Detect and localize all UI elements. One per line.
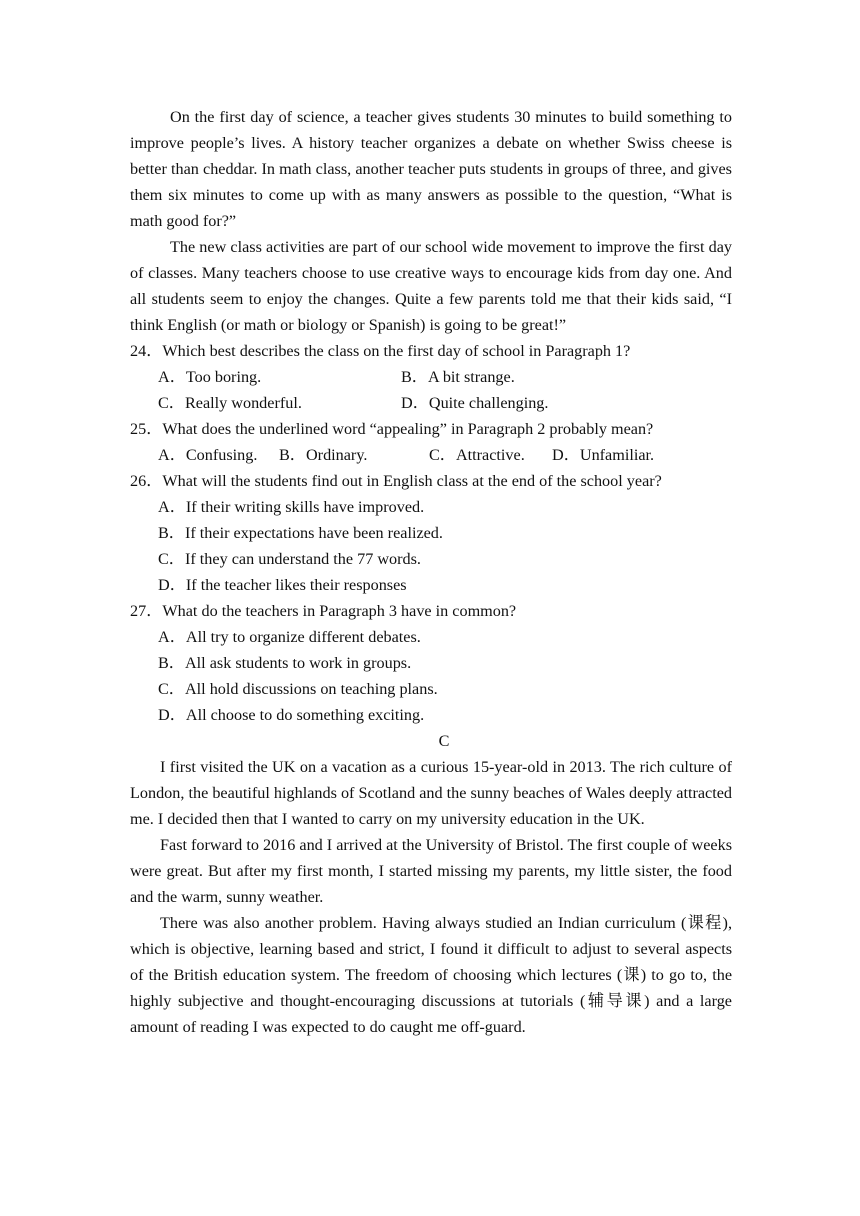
passage-c-paragraph-2: Fast forward to 2016 and I arrived at the University of Bristol. The first couple of weeks were great. But after my first month, I started missing my parents, my little sister, the food and the warm, sunny weather.: [130, 836, 732, 906]
question-26-option-b: B．If their expectations have been realized.: [158, 524, 443, 542]
passage-b-paragraph-2: The new class activities are part of our school wide movement to improve the first day of classes. Many teachers choose to use creative ways to encourage kids from day one. And all students seem to enjoy the changes. Quite a few parents told me that their kids said, “I think English (or math or biology or Spanish) is going to be great!”: [130, 238, 732, 334]
exam-page: [130, 104, 732, 1040]
passage-b-paragraph-1: On the first day of science, a teacher gives students 30 minutes to build something to improve people’s lives. A history teacher organizes a debate on whether Swiss cheese is better than cheddar. In math class, another teacher puts students in groups of three, and gives them six minutes to come up with as many answers as possible to the question, “What is math good for?”: [130, 108, 732, 230]
question-25-option-b: B．Ordinary.: [279, 446, 368, 464]
question-25-option-c: C．Attractive.: [429, 446, 525, 464]
question-26-stem: 26．What will the students find out in English class at the end of the school year?: [130, 472, 662, 490]
question-24-options-row-2: [130, 390, 732, 416]
question-25-option-d: D．Unfamiliar.: [552, 446, 655, 464]
question-26-option-a: A．If their writing skills have improved.: [158, 498, 425, 516]
question-25-option-a: A．Confusing.: [158, 446, 258, 464]
question-27-option-d: D．All choose to do something exciting.: [158, 706, 425, 724]
question-24-option-b: B．A bit strange.: [401, 368, 515, 386]
question-24-option-c: C．Really wonderful.: [158, 394, 302, 412]
question-27-option-a: A．All try to organize different debates.: [158, 628, 421, 646]
passage-c-heading: C: [438, 732, 450, 750]
question-24-options-row-1: [130, 364, 732, 390]
passage-c-paragraph-3: There was also another problem. Having always studied an Indian curriculum (课程), which is objective, learning based and strict, I found it difficult to adjust to several aspects of the British education system. The freedom of choosing which lectures (课) to go to, the highly subjective and thought-encouraging discussions at tutorials (辅导课) and a large amount of reading I was expected to do caught me off-guard.: [130, 914, 732, 1036]
question-27-option-c: C．All hold discussions on teaching plans.: [158, 680, 438, 698]
passage-c-paragraph-1: I first visited the UK on a vacation as a curious 15-year-old in 2013. The rich culture of London, the beautiful highlands of Scotland and the sunny beaches of Wales deeply attracted me. I decided then that I wanted to carry on my university education in the UK.: [130, 758, 732, 828]
question-24-option-a: A．Too boring.: [158, 368, 262, 386]
question-26-option-d: D．If the teacher likes their responses: [158, 576, 407, 594]
question-25-stem: 25．What does the underlined word “appealing” in Paragraph 2 probably mean?: [130, 420, 654, 438]
question-24-stem: 24．Which best describes the class on the first day of school in Paragraph 1?: [130, 342, 631, 360]
question-25-options-row: [130, 442, 732, 468]
question-27-option-b: B．All ask students to work in groups.: [158, 654, 412, 672]
question-26-option-c: C．If they can understand the 77 words.: [158, 550, 421, 568]
question-27-stem: 27．What do the teachers in Paragraph 3 have in common?: [130, 602, 517, 620]
question-24-option-d: D．Quite challenging.: [401, 394, 549, 412]
